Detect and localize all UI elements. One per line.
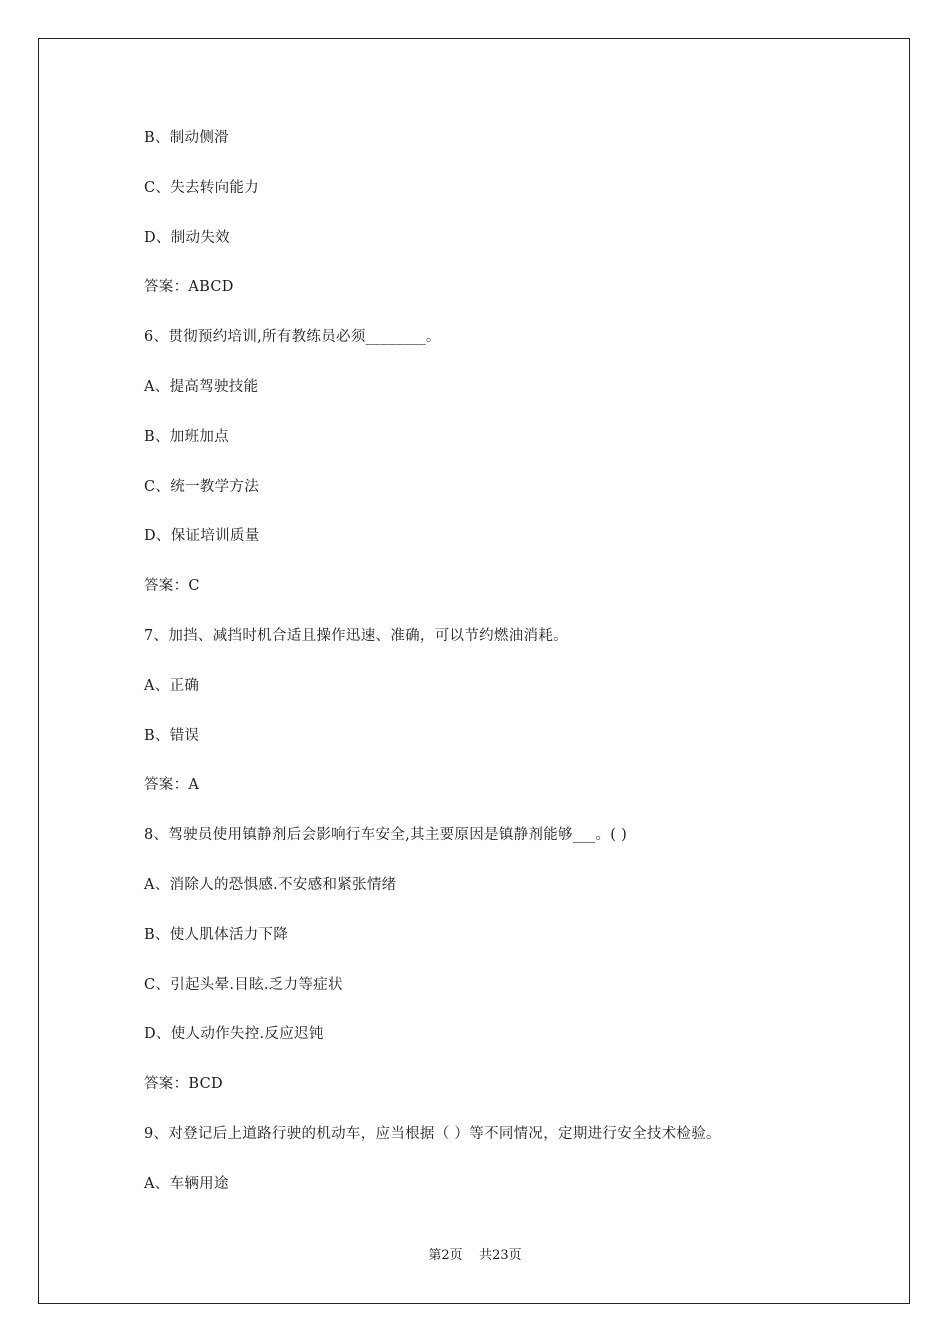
option-line: B、使人肌体活力下降 bbox=[144, 926, 289, 943]
option-line: A、正确 bbox=[144, 677, 200, 694]
question-line: 6、贯彻预约培训,所有教练员必须________。 bbox=[144, 329, 441, 346]
option-line: B、加班加点 bbox=[144, 428, 229, 445]
option-line: D、保证培训质量 bbox=[144, 528, 260, 545]
answer-line: 答案：ABCD bbox=[144, 279, 234, 296]
option-line: C、失去转向能力 bbox=[144, 179, 259, 196]
option-line: C、统一教学方法 bbox=[144, 478, 259, 495]
answer-line: 答案：BCD bbox=[144, 1076, 223, 1093]
option-line: B、制动侧滑 bbox=[144, 130, 229, 146]
option-line: D、使人动作失控.反应迟钝 bbox=[144, 1026, 324, 1043]
answer-line: 答案：C bbox=[144, 578, 200, 595]
question-line: 9、对登记后上道路行驶的机动车，应当根据（ ）等不同情况，定期进行安全技术检验。 bbox=[144, 1125, 721, 1142]
option-line: A、车辆用途 bbox=[144, 1175, 229, 1192]
answer-line: 答案：A bbox=[144, 777, 200, 794]
option-line: A、提高驾驶技能 bbox=[144, 378, 259, 395]
option-line: D、制动失效 bbox=[144, 229, 230, 246]
option-line: B、错误 bbox=[144, 727, 200, 744]
page-number-footer: 第2页 共23页 bbox=[428, 1248, 522, 1263]
option-line: C、引起头晕.目眩.乏力等症状 bbox=[144, 976, 343, 993]
document-body bbox=[144, 129, 844, 1225]
question-line: 7、加挡、减挡时机合适且操作迅速、准确，可以节约燃油消耗。 bbox=[144, 627, 568, 644]
option-line: A、消除人的恐惧感.不安感和紧张情绪 bbox=[144, 876, 397, 893]
question-line: 8、驾驶员使用镇静剂后会影响行车安全,其主要原因是镇静剂能够___。( ) bbox=[144, 827, 628, 844]
